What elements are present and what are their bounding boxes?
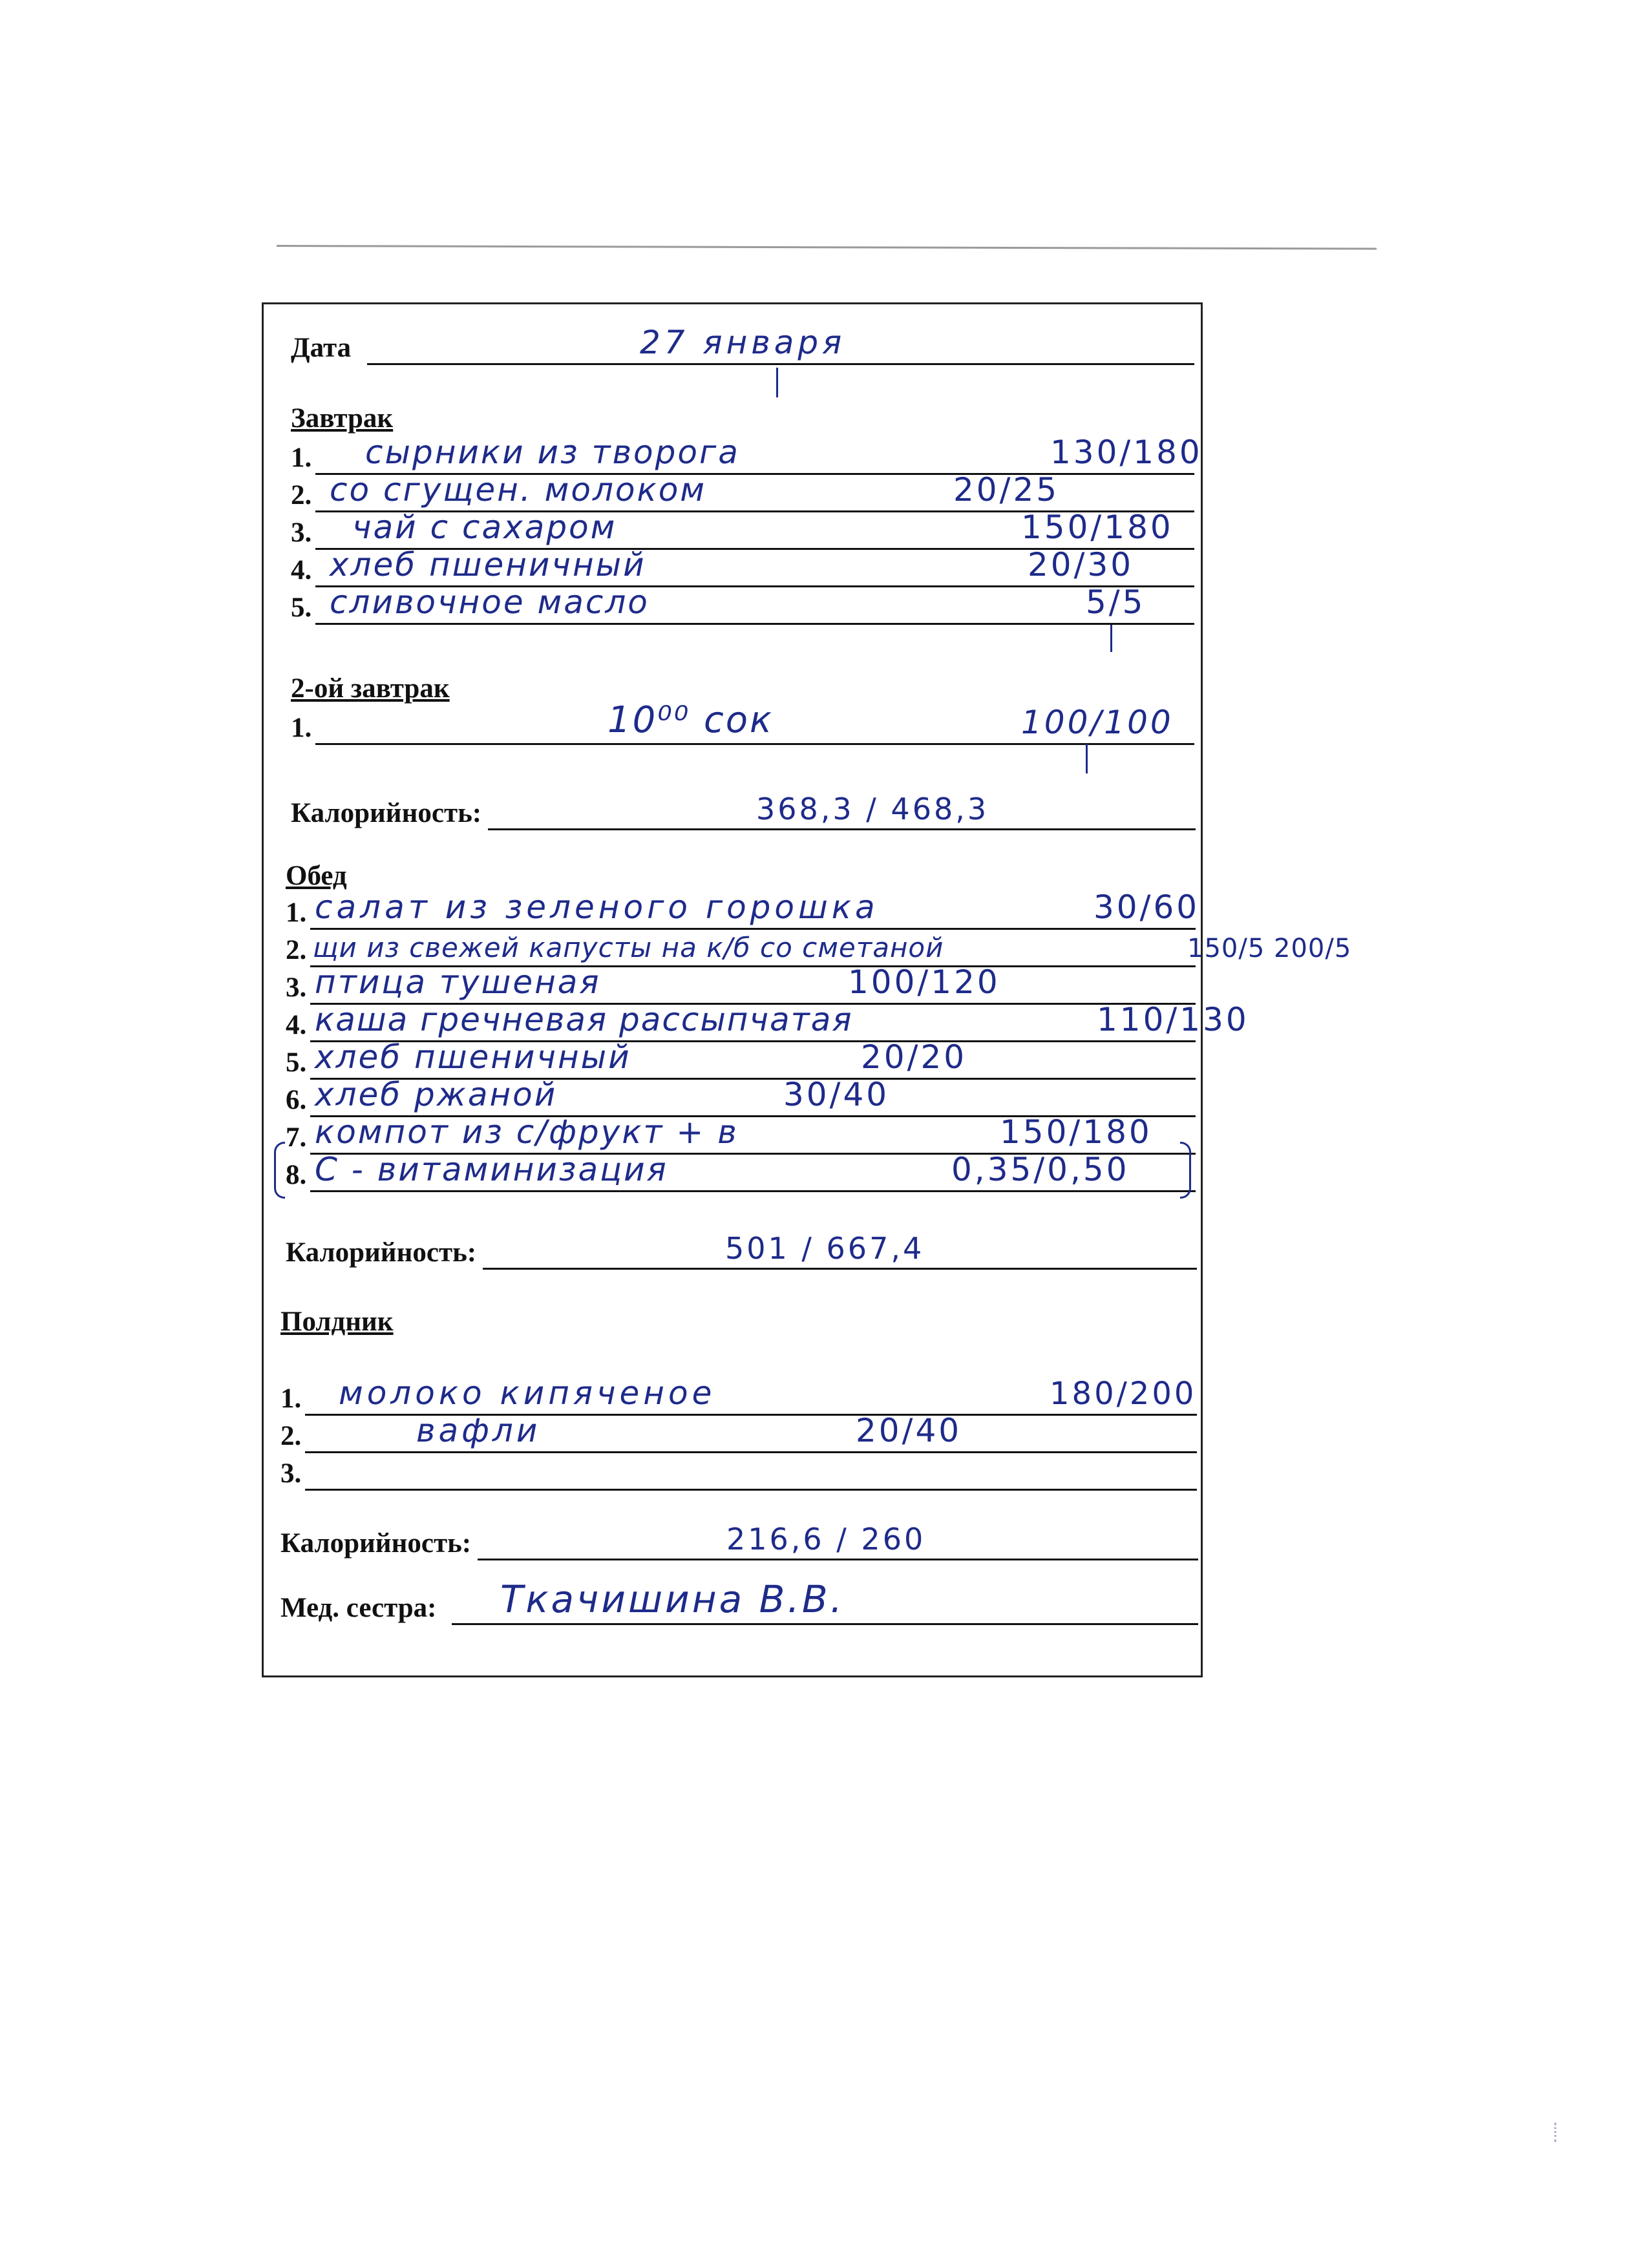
snack-heading: Полдник [280,1307,394,1337]
item-number: 2. [280,1421,302,1451]
scan-mark [1554,2123,1559,2142]
item-number: 1. [286,898,307,928]
calories-line [488,828,1196,830]
item-name: со сгущен. молоком [330,471,707,509]
item-number: 8. [286,1160,307,1190]
item-qty: 30/40 [783,1076,890,1113]
item-qty: 100/100 [1021,704,1174,741]
item-number: 2. [286,935,307,965]
item-qty: 150/180 [1000,1113,1152,1151]
stroke-mark [1086,744,1088,773]
item-number: 5. [291,593,312,623]
item-qty: 5/5 [1086,583,1146,621]
item-name: молоко кипяченое [339,1374,716,1412]
item-line [305,1451,1197,1453]
lunch-item [286,888,1200,932]
calories-value: 501 / 667,4 [725,1231,925,1266]
second-breakfast-heading: 2-ой завтрак [291,673,450,704]
item-qty: 0,35/0,50 [951,1151,1130,1188]
item-number: 1. [291,713,312,743]
calories-row [280,1522,1198,1563]
nurse-line [452,1623,1198,1625]
item-number: 3. [291,518,312,548]
item-number: 7. [286,1122,307,1153]
item-qty: 100/120 [848,963,1000,1001]
right-bracket [1180,1142,1191,1199]
menu-form [262,302,1352,1677]
calories-line [483,1268,1197,1270]
lunch-item [286,1151,1197,1195]
date-label: Дата [291,333,352,363]
item-line [315,743,1194,745]
item-name: каша гречневая рассыпчатая [315,1001,853,1038]
item-qty: 130/180 [1050,434,1203,471]
calories-label: Калорийность: [286,1237,477,1268]
calories-label: Калорийность: [280,1528,472,1559]
item-name: хлеб пшеничный [315,1038,631,1076]
item-line [305,1489,1197,1491]
item-number: 4. [291,555,312,585]
left-bracket [274,1142,285,1199]
item-qty: 110/130 [1097,1001,1249,1038]
item-qty: 20/30 [1028,546,1134,583]
lunch-heading: Обед [286,861,347,891]
nurse-row [280,1577,1198,1628]
item-name: щи из свежей капусты на к/б со сметаной [313,932,944,963]
item-name: сырники из творога [365,434,740,471]
item-qty: 150/5 200/5 [1187,934,1352,963]
item-name: С - витаминизация [315,1151,668,1188]
item-qty: 180/200 [1050,1376,1197,1412]
item-name: салат из зеленого горошка [315,888,879,926]
item-number: 3. [280,1458,302,1489]
item-number: 3. [286,972,307,1003]
nurse-signature: Ткачишина В.В. [500,1577,845,1621]
item-qty: 150/180 [1021,509,1174,546]
item-name: компот из с/фрукт + в [315,1113,739,1151]
item-number: 2. [291,480,312,510]
item-number: 4. [286,1010,307,1040]
breakfast-heading: Завтрак [291,403,394,434]
item-line [310,1190,1196,1192]
calories-value: 368,3 / 468,3 [756,792,989,826]
item-qty: 30/60 [1093,888,1200,926]
snack-item [280,1412,1198,1456]
item-line [310,928,1196,930]
calories-label: Калорийность: [291,798,482,828]
date-row [291,324,1196,368]
item-number: 6. [286,1085,307,1115]
item-qty: 20/25 [953,471,1060,509]
date-line [367,363,1194,365]
item-name: хлеб пшеничный [330,546,646,583]
item-number: 1. [291,443,312,473]
stroke-mark [1110,625,1112,652]
item-name: 10⁰⁰ сок [607,699,774,741]
breakfast-item [291,583,1196,627]
second-breakfast-item [291,699,1196,748]
calories-line [478,1559,1198,1560]
item-name: вафли [416,1412,541,1449]
item-qty: 20/40 [856,1412,962,1449]
calories-row [286,1231,1197,1272]
item-name: птица тушеная [315,963,601,1001]
item-name: хлеб ржаной [315,1076,558,1113]
date-value: 27 января [640,324,846,361]
calories-row [291,792,1196,833]
stroke-mark [776,368,778,397]
top-rule [277,245,1377,249]
nurse-label: Мед. сестра: [280,1593,437,1623]
calories-value: 216,6 / 260 [726,1522,926,1557]
item-qty: 20/20 [861,1038,967,1076]
snack-item [280,1456,1198,1493]
item-line [315,623,1194,625]
item-number: 1. [280,1383,302,1414]
item-name: чай с сахаром [352,509,617,546]
item-name: сливочное масло [330,583,650,621]
item-number: 5. [286,1047,307,1078]
